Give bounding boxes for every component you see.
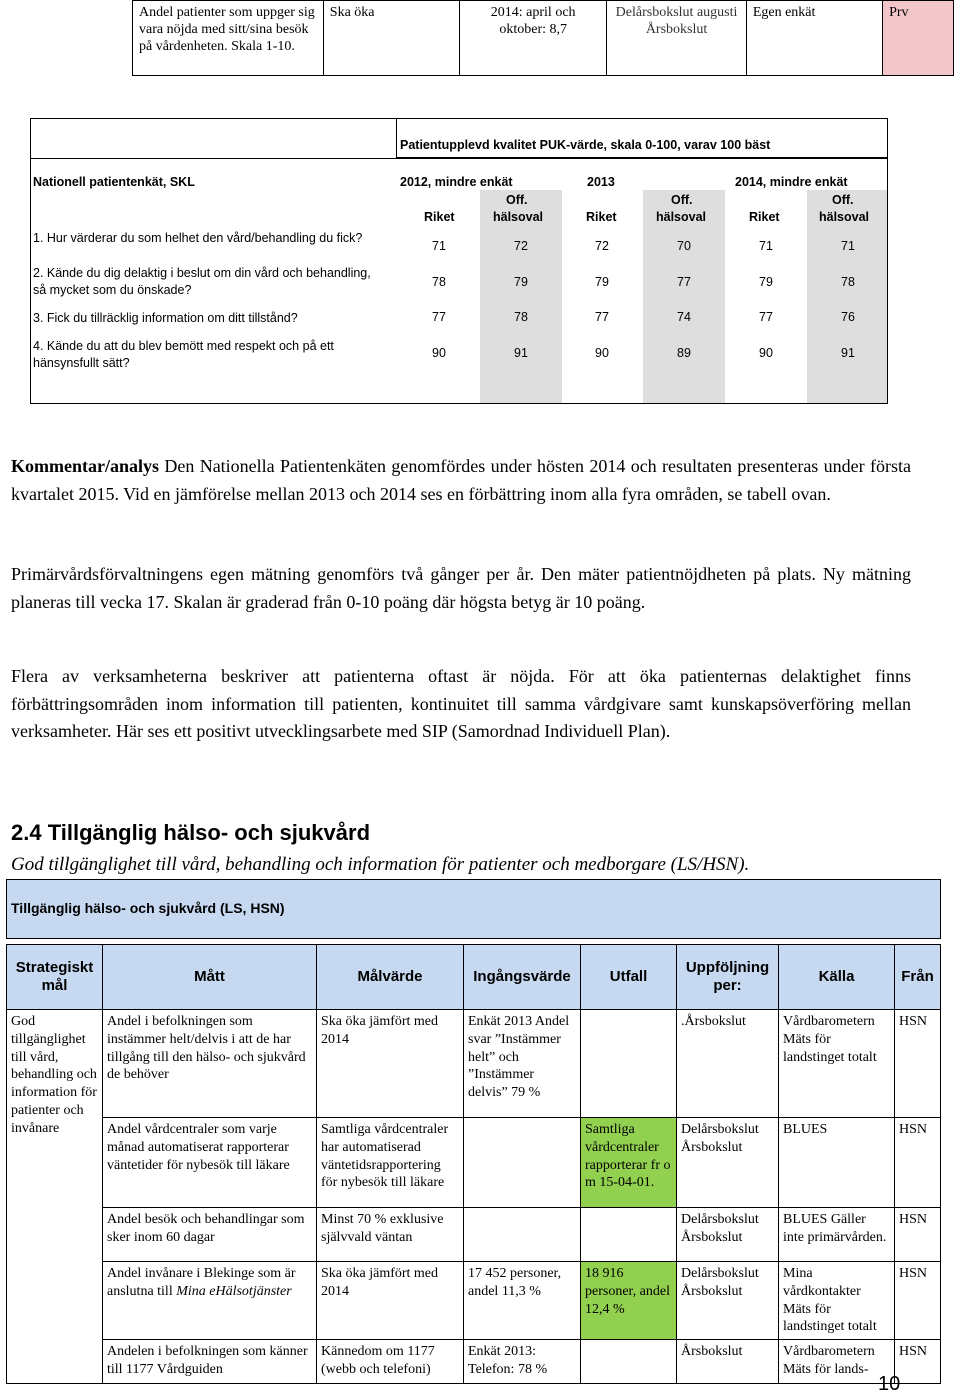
row2-from: HSN <box>895 1118 941 1208</box>
q2-v2: 79 <box>514 275 528 289</box>
question-2: 2. Kände du dig delaktig i beslut om din vård och behandling, så mycket som du önskade? <box>33 266 371 297</box>
target-cell: Ska öka <box>323 1 459 76</box>
row2-source: BLUES <box>779 1118 895 1208</box>
row3-measure: Andel besök och behandlingar som sker inom 60 dagar <box>103 1208 317 1262</box>
comment-lead: Kommentar/analys <box>11 456 159 476</box>
row2-baseline <box>464 1118 581 1208</box>
section-heading: 2.4 Tillgänglig hälso- och sjukvård <box>11 820 371 845</box>
row5-source: Vårdbarometern Mäts för lands- <box>779 1340 895 1384</box>
row4-baseline: 17 452 personer, andel 11,3 % <box>464 1262 581 1340</box>
q1-v6: 71 <box>841 239 855 253</box>
page-number: 10 <box>878 1373 901 1395</box>
question-1: 1. Hur värderar du som helhet den vård/behandling du fick? <box>33 231 363 245</box>
row3-source: BLUES Gäller inte primärvården. <box>779 1208 895 1262</box>
riket-2012: Riket <box>424 210 455 224</box>
row1-measure: Andel i befolkningen som instämmer helt/delvis i att de har tillgång till den hälso- och sjukvård de behöver <box>103 1010 317 1118</box>
row3-baseline <box>464 1208 581 1262</box>
comment-paragraph-3: Flera av verksamheterna beskriver att patienterna oftast är nöjda. För att öka patienternas delaktighet finns förbättringsområden inom information till patienten, kontinuitet till samma vårdgivare samt kunskapsöverföring mellan verksamheter. Här ses ett positivt utvecklingsarbete med SIP (Samordnad Individuell Plan). <box>11 666 911 741</box>
header-source: Källa <box>779 945 895 1010</box>
row5-target: Kännedom om 1177 (webb och telefoni) <box>317 1340 464 1384</box>
row4-target: Ska öka jämfört med 2014 <box>317 1262 464 1340</box>
header-target: Målvärde <box>317 945 464 1010</box>
row5-baseline: Enkät 2013: Telefon: 78 % <box>464 1340 581 1384</box>
row3-outcome <box>581 1208 677 1262</box>
row5-from: HSN <box>895 1340 941 1384</box>
q4-v3: 90 <box>595 346 609 360</box>
q4-v5: 90 <box>759 346 773 360</box>
indicator-cell: Andel patienter som uppger sig vara nöjda med sitt/sina besök på vårdenheten. Skala 1-10. <box>133 1 324 76</box>
header-measure: Mått <box>103 945 317 1010</box>
row3-followup: Delårsbokslut Årsbokslut <box>677 1208 779 1262</box>
off-2012: Off. <box>506 193 528 207</box>
comment-paragraph-2: Primärvårdsförvaltningens egen mätning genomförs två gånger per år. Den mäter patientnöjdheten på plats. Ny mätning planeras till vecka 17. Skalan är graderad från 0-10 poäng där högsta betyg är 10 poäng. <box>11 564 911 612</box>
year-2013: 2013 <box>587 175 615 189</box>
followup-cell <box>607 1 747 76</box>
q3-v4: 74 <box>677 310 691 324</box>
row1-source: Vårdbarometern Mäts för landstinget totalt <box>779 1010 895 1118</box>
row3-target: Minst 70 % exklusive självvald väntan <box>317 1208 464 1262</box>
q4-v1: 90 <box>432 346 446 360</box>
row4-followup: Delårsbokslut Årsbokslut <box>677 1262 779 1340</box>
q3-v3: 77 <box>595 310 609 324</box>
off-2014: Off. <box>832 193 854 207</box>
from-cell: Prv <box>883 1 954 76</box>
q2-v3: 79 <box>595 275 609 289</box>
halsoval-2013: hälsoval <box>656 210 707 224</box>
header-goal: Strategiskt mål <box>7 945 103 1010</box>
row3-from: HSN <box>895 1208 941 1262</box>
row4-outcome: 18 916 personer, andel 12,4 % <box>581 1262 677 1340</box>
row5-followup: Årsbokslut <box>677 1340 779 1384</box>
q1-v2: 72 <box>514 239 528 253</box>
q1-v3: 72 <box>595 239 609 253</box>
row1-outcome <box>581 1010 677 1118</box>
riket-2014: Riket <box>749 210 780 224</box>
year-2012: 2012, mindre enkät <box>400 175 513 189</box>
row2-outcome: Samtliga vårdcentraler rapporterar fr o m 15-04-01. <box>581 1118 677 1208</box>
q3-v5: 77 <box>759 310 773 324</box>
comment-paragraph-1 <box>11 453 911 508</box>
off-2013: Off. <box>671 193 693 207</box>
row4-measure <box>103 1262 317 1340</box>
accessibility-table <box>6 879 941 1384</box>
skl-title: Nationell patientenkät, SKL <box>33 175 195 189</box>
header-from: Från <box>895 945 941 1010</box>
q4-v4: 89 <box>677 346 691 360</box>
q3-v2: 78 <box>514 310 528 324</box>
top-indicator-row <box>132 0 954 76</box>
header-followup: Uppföljning per: <box>677 945 779 1010</box>
row1-followup: .Årsbokslut <box>677 1010 779 1118</box>
row5-outcome <box>581 1340 677 1384</box>
section-subtitle: God tillgänglighet till vård, behandling och information för patienter och medborgare (LS/HSN). <box>11 854 750 875</box>
strategic-goal: God tillgänglighet till vård, behandling och information för patienter och invånare <box>7 1010 103 1384</box>
question-4: 4. Kände du att du blev bemött med respekt och på ett hänsynsfullt sätt? <box>33 339 334 370</box>
q1-v1: 71 <box>432 239 446 253</box>
baseline-cell: 2014: april och oktober: 8,7 <box>460 1 607 76</box>
q4-v2: 91 <box>514 346 528 360</box>
year-2014: 2014, mindre enkät <box>735 175 848 189</box>
table-title: Tillgänglig hälso- och sjukvård (LS, HSN) <box>7 880 941 939</box>
q4-v6: 91 <box>841 346 855 360</box>
halsoval-2014: hälsoval <box>819 210 870 224</box>
header-outcome: Utfall <box>581 945 677 1010</box>
followup-2: Årsbokslut <box>645 22 708 37</box>
halsoval-2012: hälsoval <box>493 210 544 224</box>
row2-target: Samtliga vårdcentraler har automatiserad väntetidsrapportering för nybesök till läkare <box>317 1118 464 1208</box>
skl-caption: Patientupplevd kvalitet PUK-värde, skala 0-100, varav 100 bäst <box>400 138 771 152</box>
q2-v6: 78 <box>841 275 855 289</box>
header-baseline: Ingångsvärde <box>464 945 581 1010</box>
q2-v1: 78 <box>432 275 446 289</box>
q2-v4: 77 <box>677 275 691 289</box>
q3-v6: 76 <box>841 310 855 324</box>
riket-2013: Riket <box>586 210 617 224</box>
q3-v1: 77 <box>432 310 446 324</box>
row1-from: HSN <box>895 1010 941 1118</box>
skl-divider <box>30 158 888 159</box>
source-cell: Egen enkät <box>746 1 882 76</box>
question-3: 3. Fick du tillräcklig information om ditt tillstånd? <box>33 311 298 325</box>
q1-v5: 71 <box>759 239 773 253</box>
row4-measure-italic: Mina eHälsotjänster <box>176 1283 292 1299</box>
row5-measure: Andelen i befolkningen som känner till 1177 Vårdguiden <box>103 1340 317 1384</box>
row1-baseline: Enkät 2013 Andel svar ”Instämmer helt” och ”Instämmer delvis” 79 % <box>464 1010 581 1118</box>
followup-1: Delårsbokslut augusti <box>615 5 738 20</box>
row2-followup: Delårsbokslut Årsbokslut <box>677 1118 779 1208</box>
row4-measure-text: Andel invånare i Blekinge som är anslutna till <box>107 1266 296 1299</box>
comment-text-1: Den Nationella Patientenkäten genomfördes under hösten 2014 och resultaten presenteras under första kvartalet 2015. Vid en jämförelse mellan 2013 och 2014 ses en förbättring inom alla fyra områden, se tabell ovan. <box>11 456 911 504</box>
row1-target: Ska öka jämfört med 2014 <box>317 1010 464 1118</box>
q2-v5: 79 <box>759 275 773 289</box>
row2-measure: Andel vårdcentraler som varje månad automatiserat rapporterar väntetider för nybesök till läkare <box>103 1118 317 1208</box>
q1-v4: 70 <box>677 239 691 253</box>
row4-source: Mina vårdkontakter Mäts för landstinget totalt <box>779 1262 895 1340</box>
row4-from: HSN <box>895 1262 941 1340</box>
